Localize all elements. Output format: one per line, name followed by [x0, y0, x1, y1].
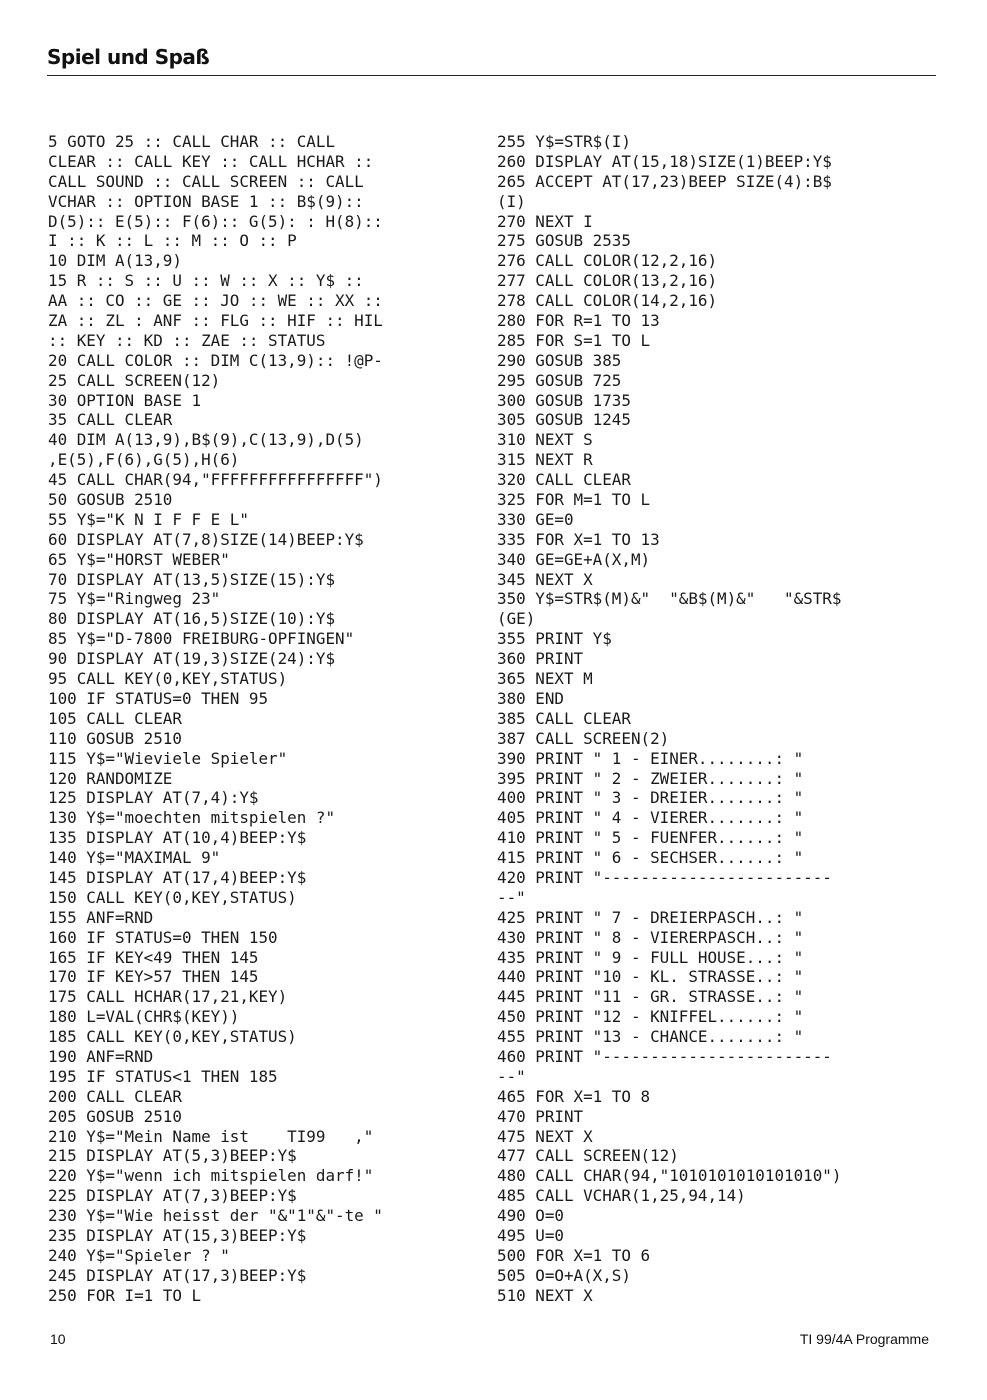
code-line: 135 DISPLAY AT(10,4)BEEP:Y$: [48, 828, 307, 848]
code-line: 277 CALL COLOR(13,2,16): [497, 271, 718, 291]
code-line: 510 NEXT X: [497, 1285, 593, 1305]
code-line: 300 GOSUB 1735: [497, 390, 631, 410]
code-line: 477 CALL SCREEN(12): [497, 1146, 679, 1166]
code-line: --": [497, 887, 526, 907]
code-line: 450 PRINT "12 - KNIFFEL......: ": [497, 1007, 804, 1027]
code-line: 425 PRINT " 7 - DREIERPASCH..: ": [497, 907, 804, 927]
code-line: 60 DISPLAY AT(7,8)SIZE(14)BEEP:Y$: [48, 529, 364, 549]
code-line: 445 PRINT "11 - GR. STRASSE..: ": [497, 987, 804, 1007]
code-line: 115 Y$="Wieviele Spieler": [48, 748, 288, 768]
code-line: 485 CALL VCHAR(1,25,94,14): [497, 1186, 746, 1206]
code-listing-right: [497, 132, 841, 1306]
code-line: 235 DISPLAY AT(15,3)BEEP:Y$: [48, 1225, 307, 1245]
code-line: 50 GOSUB 2510: [48, 490, 173, 510]
code-line: 175 CALL HCHAR(17,21,KEY): [48, 987, 288, 1007]
code-line: 420 PRINT "------------------------: [497, 867, 832, 887]
code-line: 120 RANDOMIZE: [48, 768, 173, 788]
code-line: 40 DIM A(13,9),B$(9),C(13,9),D(5): [48, 430, 364, 450]
code-line: 278 CALL COLOR(14,2,16): [497, 291, 718, 311]
code-line: 310 NEXT S: [497, 430, 593, 450]
code-line: 465 FOR X=1 TO 8: [497, 1086, 651, 1106]
code-line: 110 GOSUB 2510: [48, 728, 182, 748]
code-line: 5 GOTO 25 :: CALL CHAR :: CALL: [48, 132, 336, 151]
code-line: 30 OPTION BASE 1: [48, 390, 202, 410]
code-line: 70 DISPLAY AT(13,5)SIZE(15):Y$: [48, 569, 336, 589]
code-line: 45 CALL CHAR(94,"FFFFFFFFFFFFFFFF"): [48, 470, 383, 490]
code-line: 270 NEXT I: [497, 211, 593, 231]
code-line: 470 PRINT: [497, 1106, 584, 1126]
code-line: 410 PRINT " 5 - FUENFER......: ": [497, 828, 804, 848]
code-line: 85 Y$="D-7800 FREIBURG-OPFINGEN": [48, 629, 355, 649]
code-line: 100 IF STATUS=0 THEN 95: [48, 688, 269, 708]
code-line: 95 CALL KEY(0,KEY,STATUS): [48, 669, 288, 689]
book-title: TI 99/4A Programme: [799, 1331, 929, 1347]
code-line: 435 PRINT " 9 - FULL HOUSE...: ": [497, 947, 804, 967]
header-rule: [47, 75, 936, 76]
code-line: 105 CALL CLEAR: [48, 708, 182, 728]
code-line: 276 CALL COLOR(12,2,16): [497, 251, 718, 271]
code-line: 205 GOSUB 2510: [48, 1106, 182, 1126]
code-line: 335 FOR X=1 TO 13: [497, 529, 660, 549]
code-line: CLEAR :: CALL KEY :: CALL HCHAR ::: [48, 151, 374, 171]
code-line: I :: K :: L :: M :: O :: P: [48, 231, 297, 251]
code-line: 25 CALL SCREEN(12): [48, 370, 221, 390]
code-line: 130 Y$="moechten mitspielen ?": [48, 808, 336, 828]
code-line: 10 DIM A(13,9): [48, 251, 182, 271]
code-line: 320 CALL CLEAR: [497, 470, 631, 490]
code-line: 125 DISPLAY AT(7,4):Y$: [48, 788, 259, 808]
code-line: 495 U=0: [497, 1225, 564, 1245]
code-listing-left: [48, 132, 383, 1306]
code-line: (I): [497, 191, 526, 211]
code-line: 355 PRINT Y$: [497, 629, 612, 649]
section-title: Spiel und Spaß: [47, 45, 210, 69]
code-line: 325 FOR M=1 TO L: [497, 490, 651, 510]
code-line: 305 GOSUB 1245: [497, 410, 631, 430]
code-line: 185 CALL KEY(0,KEY,STATUS): [48, 1027, 297, 1047]
code-line: 380 END: [497, 688, 564, 708]
code-line: 150 CALL KEY(0,KEY,STATUS): [48, 887, 297, 907]
code-line: 240 Y$="Spieler ? ": [48, 1245, 230, 1265]
code-line: 255 Y$=STR$(I): [497, 132, 631, 151]
code-line: 490 O=0: [497, 1206, 564, 1226]
code-line: 75 Y$="Ringweg 23": [48, 589, 221, 609]
code-line: 210 Y$="Mein Name ist TI99 ,": [48, 1126, 374, 1146]
code-line: 285 FOR S=1 TO L: [497, 330, 651, 350]
code-line: 315 NEXT R: [497, 450, 593, 470]
code-line: 250 FOR I=1 TO L: [48, 1285, 202, 1305]
code-line: 225 DISPLAY AT(7,3)BEEP:Y$: [48, 1186, 297, 1206]
code-line: 265 ACCEPT AT(17,23)BEEP SIZE(4):B$: [497, 171, 832, 191]
code-line: 160 IF STATUS=0 THEN 150: [48, 927, 278, 947]
code-line: 387 CALL SCREEN(2): [497, 728, 670, 748]
code-line: 275 GOSUB 2535: [497, 231, 631, 251]
code-line: 180 L=VAL(CHR$(KEY)): [48, 1007, 240, 1027]
code-line: 480 CALL CHAR(94,"1010101010101010"): [497, 1166, 842, 1186]
code-line: 15 R :: S :: U :: W :: X :: Y$ ::: [48, 271, 364, 291]
code-line: 195 IF STATUS<1 THEN 185: [48, 1066, 278, 1086]
code-line: 145 DISPLAY AT(17,4)BEEP:Y$: [48, 867, 307, 887]
code-line: 360 PRINT: [497, 649, 584, 669]
code-line: 140 Y$="MAXIMAL 9": [48, 848, 221, 868]
page-number: 10: [50, 1331, 66, 1347]
code-line: 90 DISPLAY AT(19,3)SIZE(24):Y$: [48, 649, 336, 669]
code-line: 80 DISPLAY AT(16,5)SIZE(10):Y$: [48, 609, 336, 629]
code-line: --": [497, 1066, 526, 1086]
code-line: 20 CALL COLOR :: DIM C(13,9):: !@P-: [48, 350, 383, 370]
code-line: 35 CALL CLEAR: [48, 410, 173, 430]
code-line: 365 NEXT M: [497, 669, 593, 689]
code-line: ZA :: ZL : ANF :: FLG :: HIF :: HIL: [48, 311, 383, 331]
code-line: 260 DISPLAY AT(15,18)SIZE(1)BEEP:Y$: [497, 151, 832, 171]
code-line: AA :: CO :: GE :: JO :: WE :: XX ::: [48, 291, 383, 311]
code-line: 395 PRINT " 2 - ZWEIER.......: ": [497, 768, 804, 788]
code-line: 405 PRINT " 4 - VIERER.......: ": [497, 808, 804, 828]
code-line: 400 PRINT " 3 - DREIER.......: ": [497, 788, 804, 808]
code-line: 415 PRINT " 6 - SECHSER......: ": [497, 848, 804, 868]
code-line: ,E(5),F(6),G(5),H(6): [48, 450, 240, 470]
code-line: 460 PRINT "------------------------: [497, 1046, 832, 1066]
code-line: 500 FOR X=1 TO 6: [497, 1245, 651, 1265]
code-line: 385 CALL CLEAR: [497, 708, 631, 728]
code-line: 215 DISPLAY AT(5,3)BEEP:Y$: [48, 1146, 297, 1166]
code-line: 475 NEXT X: [497, 1126, 593, 1146]
code-line: 220 Y$="wenn ich mitspielen darf!": [48, 1166, 374, 1186]
code-line: 455 PRINT "13 - CHANCE.......: ": [497, 1027, 804, 1047]
code-line: 200 CALL CLEAR: [48, 1086, 182, 1106]
code-line: 295 GOSUB 725: [497, 370, 622, 390]
code-line: CALL SOUND :: CALL SCREEN :: CALL: [48, 171, 364, 191]
code-line: 340 GE=GE+A(X,M): [497, 549, 651, 569]
code-line: 230 Y$="Wie heisst der "&"1"&"-te ": [48, 1206, 383, 1226]
code-line: 165 IF KEY<49 THEN 145: [48, 947, 259, 967]
code-line: 170 IF KEY>57 THEN 145: [48, 967, 259, 987]
code-line: 245 DISPLAY AT(17,3)BEEP:Y$: [48, 1265, 307, 1285]
code-line: 440 PRINT "10 - KL. STRASSE..: ": [497, 967, 804, 987]
code-line: 330 GE=0: [497, 509, 574, 529]
code-line: 290 GOSUB 385: [497, 350, 622, 370]
code-line: 55 Y$="K N I F F E L": [48, 509, 249, 529]
code-line: VCHAR :: OPTION BASE 1 :: B$(9)::: [48, 191, 364, 211]
code-line: 345 NEXT X: [497, 569, 593, 589]
code-line: 350 Y$=STR$(M)&" "&B$(M)&" "&STR$: [497, 589, 842, 609]
code-line: 280 FOR R=1 TO 13: [497, 311, 660, 331]
code-line: 155 ANF=RND: [48, 907, 154, 927]
code-line: :: KEY :: KD :: ZAE :: STATUS: [48, 330, 326, 350]
code-line: 430 PRINT " 8 - VIERERPASCH..: ": [497, 927, 804, 947]
code-line: 390 PRINT " 1 - EINER........: ": [497, 748, 804, 768]
code-line: 65 Y$="HORST WEBER": [48, 549, 230, 569]
code-line: 505 O=O+A(X,S): [497, 1265, 631, 1285]
code-line: D(5):: E(5):: F(6):: G(5): : H(8)::: [48, 211, 383, 231]
code-line: 190 ANF=RND: [48, 1046, 154, 1066]
code-line: (GE): [497, 609, 536, 629]
